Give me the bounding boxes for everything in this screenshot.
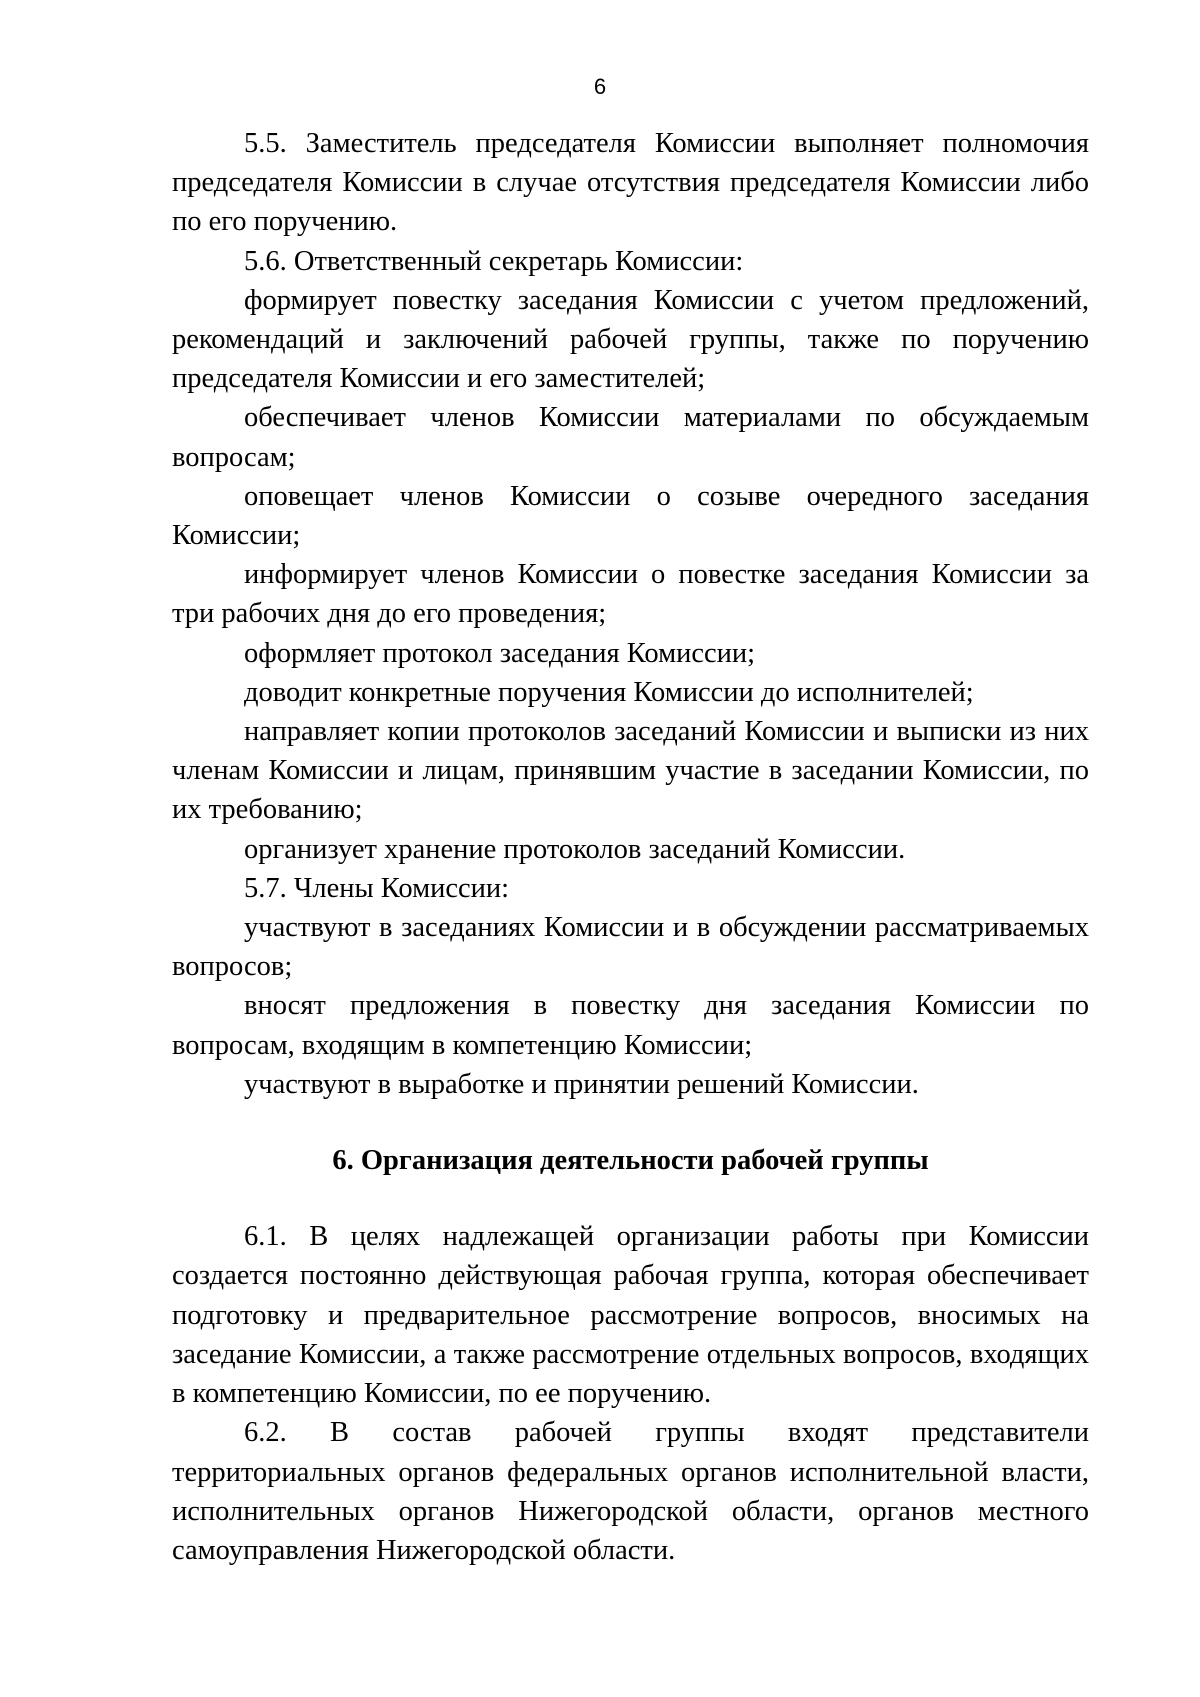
- secretary-duty-item: организует хранение протоколов заседаний Комиссии.: [244, 833, 906, 865]
- secretary-duty-item: доводит конкретные поручения Комиссии до исполнителей;: [244, 676, 974, 708]
- page-number: 6: [593, 74, 607, 99]
- secretary-duty-item: направляет копии протоколов заседаний Комиссии и выписки из них членам Комиссии и лицам, принявшим участие в заседании Комиссии, по их требованию;: [172, 716, 1089, 826]
- secretary-duty-item: информирует членов Комиссии о повестке заседания Комиссии за три рабочих дня до его проведения;: [172, 559, 1089, 630]
- secretary-duty-item: оформляет протокол заседания Комиссии;: [244, 637, 756, 669]
- paragraph-5-7: 5.7. Члены Комиссии:: [244, 872, 510, 904]
- secretary-duty-item: обеспечивает членов Комиссии материалами по обсуждаемым вопросам;: [172, 402, 1089, 473]
- section-6-heading: 6. Организация деятельности рабочей группы: [332, 1145, 929, 1177]
- secretary-duty-item: оповещает членов Комиссии о созыве очередного заседания Комиссии;: [172, 480, 1089, 552]
- paragraph-6-2: 6.2. В состав рабочей группы входят представители территориальных органов федеральных органов исполнительной власти, исполнительных органов Нижегородской области, органов местного самоуправления Нижегородской области.: [172, 1417, 1089, 1566]
- paragraph-5-6: 5.6. Ответственный секретарь Комиссии:: [244, 245, 744, 277]
- member-duty-item: вносят предложения в повестку дня заседания Комиссии по вопросам, входящим в компетенцию Комиссии;: [172, 990, 1089, 1061]
- document-body: [172, 124, 1089, 1570]
- paragraph-5-5: 5.5. Заместитель председателя Комиссии выполняет полномочия председателя Комиссии в случае отсутствия председателя Комиссии либо по его поручению.: [172, 128, 1089, 238]
- paragraph-6-1: 6.1. В целях надлежащей организации работы при Комиссии создается постоянно действующая рабочая группа, которая обеспечивает подготовку и предварительное рассмотрение вопросов, вносимых на заседание Комиссии, а также рассмотрение отдельных вопросов, входящих в компетенцию Комиссии, по ее поручению.: [172, 1221, 1089, 1410]
- member-duty-item: участвуют в выработке и принятии решений Комиссии.: [244, 1068, 919, 1100]
- member-duty-item: участвуют в заседаниях Комиссии и в обсуждении рассматриваемых вопросов;: [172, 912, 1089, 983]
- secretary-duty-item: формирует повестку заседания Комиссии с учетом предложений, рекомендаций и заключений рабочей группы, также по поручению председателя Комиссии и его заместителей;: [172, 284, 1089, 395]
